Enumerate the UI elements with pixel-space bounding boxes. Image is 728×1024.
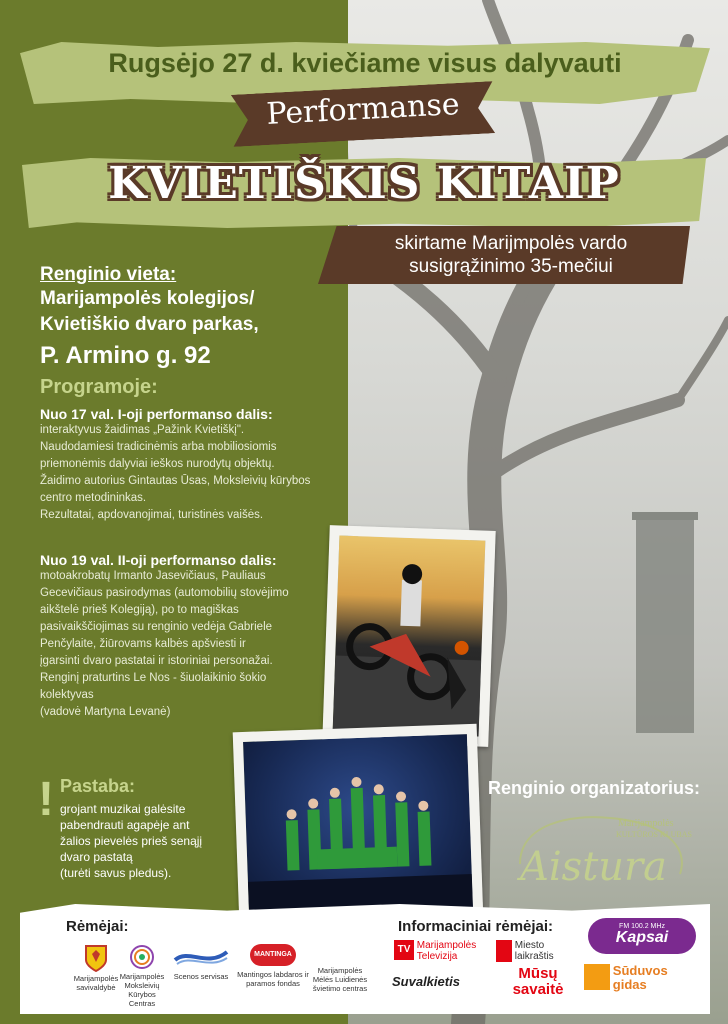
part-line: priemonėmis dalyviai ieškos nurodytų objektų.	[40, 458, 275, 470]
wave-icon	[171, 944, 231, 970]
motorcycle-photo	[322, 525, 495, 747]
media-musu-savaite: Mūsų savaitė	[512, 965, 564, 998]
part-line: Renginį praturtins Le Nos - šiuolaikinio šokio	[40, 672, 267, 684]
sponsor-scenos	[168, 944, 234, 981]
coat-of-arms-icon	[84, 944, 108, 972]
part-1-body	[40, 422, 330, 524]
media-suduvos-gidas	[584, 964, 704, 992]
part-2-body	[40, 568, 338, 721]
note-line: pabendrauti agapėje ant	[60, 818, 190, 832]
note-title: Pastaba:	[60, 776, 136, 796]
kapsai-name: Kapsai	[615, 929, 669, 946]
motorcycle-illustration	[333, 536, 486, 737]
media-label: Informaciniai rėmėjai:	[398, 918, 554, 935]
sponsors-label: Rėmėjai:	[66, 918, 129, 935]
venue-line: Marijampolės kolegijos/	[40, 288, 255, 309]
note-line: grojant muzikai galėsite	[60, 802, 186, 816]
part-line: (vadovė Martyna Levanė)	[40, 706, 171, 718]
venue-label: Renginio vieta:	[40, 264, 177, 285]
part-line: Žaidimo autorius Gintautas Ūsas, Moksleivių kūrybos	[40, 475, 311, 487]
tv-logo: TV	[394, 940, 414, 960]
sponsor-name: Marijampolės Moksleivių Kūrybos Centras	[119, 972, 165, 1008]
logo-sub-text: KULTŪROS KLUBAS	[616, 830, 692, 839]
program-heading: Programoje:	[40, 376, 158, 398]
ribbon-text: Performanse	[265, 86, 461, 133]
sponsor-name: Marijampolės Mėlės Luidienės švietimo centras	[312, 966, 368, 993]
part-line: aikštelė prieš Kolegiją), po to magiškas	[40, 604, 239, 616]
note-line: žalios pievelės prieš senąjį	[60, 834, 203, 848]
media-name: Miesto laikraštis	[514, 940, 554, 962]
part-line: Gecevičiaus pasirodymas (automobilių stovėjimo	[40, 587, 289, 599]
program-part-2	[40, 552, 338, 721]
kapsai-logo	[588, 918, 696, 954]
dancers-illustration	[243, 734, 473, 916]
venue-line: Kvietiškio dvaro parkas,	[40, 314, 259, 335]
media-tv	[394, 940, 504, 962]
note-line: dvaro pastatą	[60, 850, 133, 864]
sponsor-savivaldybe	[68, 944, 124, 992]
media-name: Sūduvos gidas	[612, 963, 668, 992]
part-line: pasivaikščiojimas su renginio vedėja Gabriele	[40, 621, 273, 633]
sponsor-mantinga	[236, 944, 310, 988]
sponsor-name: Scenos servisas	[173, 972, 229, 981]
note-line: (turėti savus pledus).	[60, 866, 172, 880]
exclamation-icon: !	[38, 773, 54, 826]
part-line: interaktyvus žaidimas „Pažink Kvietiškį".	[40, 424, 245, 436]
part-2-title: Nuo 19 val. II-oji performanso dalis:	[40, 552, 277, 568]
logo-name-text: Aistura	[520, 844, 668, 890]
note-body	[60, 801, 238, 881]
media-name: Marijampolės Televizija	[416, 940, 477, 962]
media-kapsai	[588, 918, 700, 954]
mantinga-logo: MANTINGA	[250, 944, 296, 966]
part-line: centro metodininkas.	[40, 492, 147, 504]
dance-photo	[233, 724, 484, 926]
sponsor-name: Marijampolės savivaldybė	[73, 974, 119, 992]
media-miesto	[496, 940, 576, 962]
kapsai-freq: FM 100.2 MHz	[619, 923, 665, 930]
part-line: įgarsinti dvaro pastatai ir istoriniai personažai.	[40, 655, 273, 667]
tower-image	[636, 518, 694, 733]
ml-logo-icon	[496, 940, 512, 962]
aistura-logo	[500, 804, 700, 894]
date-invite-text: Rugsėjo 27 d. kviečiame visus dalyvauti	[108, 48, 622, 78]
program-part-1	[40, 406, 330, 524]
dedication-line: susigrąžinimo 35-mečiui	[409, 256, 613, 277]
organizer-label: Renginio organizatorius:	[488, 778, 701, 798]
event-title: KVIETIŠKIS KITAIP	[108, 158, 620, 209]
part-line: motoakrobatų Irmanto Jasevičiaus, Pauliaus	[40, 570, 266, 582]
dedication-line: skirtame Marijmpolės vardo	[394, 233, 628, 254]
part-line: Naudodamiesi tradicinėmis arba mobiliosiomis	[40, 441, 277, 453]
part-1-title: Nuo 17 val. I-oji performanso dalis:	[40, 406, 273, 422]
sponsor-svietimo	[312, 966, 368, 993]
spiral-icon	[129, 944, 155, 970]
part-line: kolektyvas	[40, 689, 94, 701]
media-suvalkietis: Suvalkietis	[392, 974, 460, 989]
logo-top-text: Marijampolės	[618, 818, 674, 829]
sponsor-name: Mantingos labdaros ir paramos fondas	[237, 970, 309, 988]
note-block	[38, 773, 238, 881]
venue-street: P. Armino g. 92	[40, 342, 211, 369]
dedication-text	[336, 232, 686, 278]
sponsor-mkc	[118, 944, 166, 1008]
venue-block	[40, 264, 340, 370]
suduvos-logo-icon	[584, 964, 610, 990]
part-line: Rezultatai, apdovanojimai, turistinės vaišės.	[40, 509, 264, 521]
part-line: Penčylaite, žiūrovams kalbės apšviesti ir	[40, 638, 246, 650]
